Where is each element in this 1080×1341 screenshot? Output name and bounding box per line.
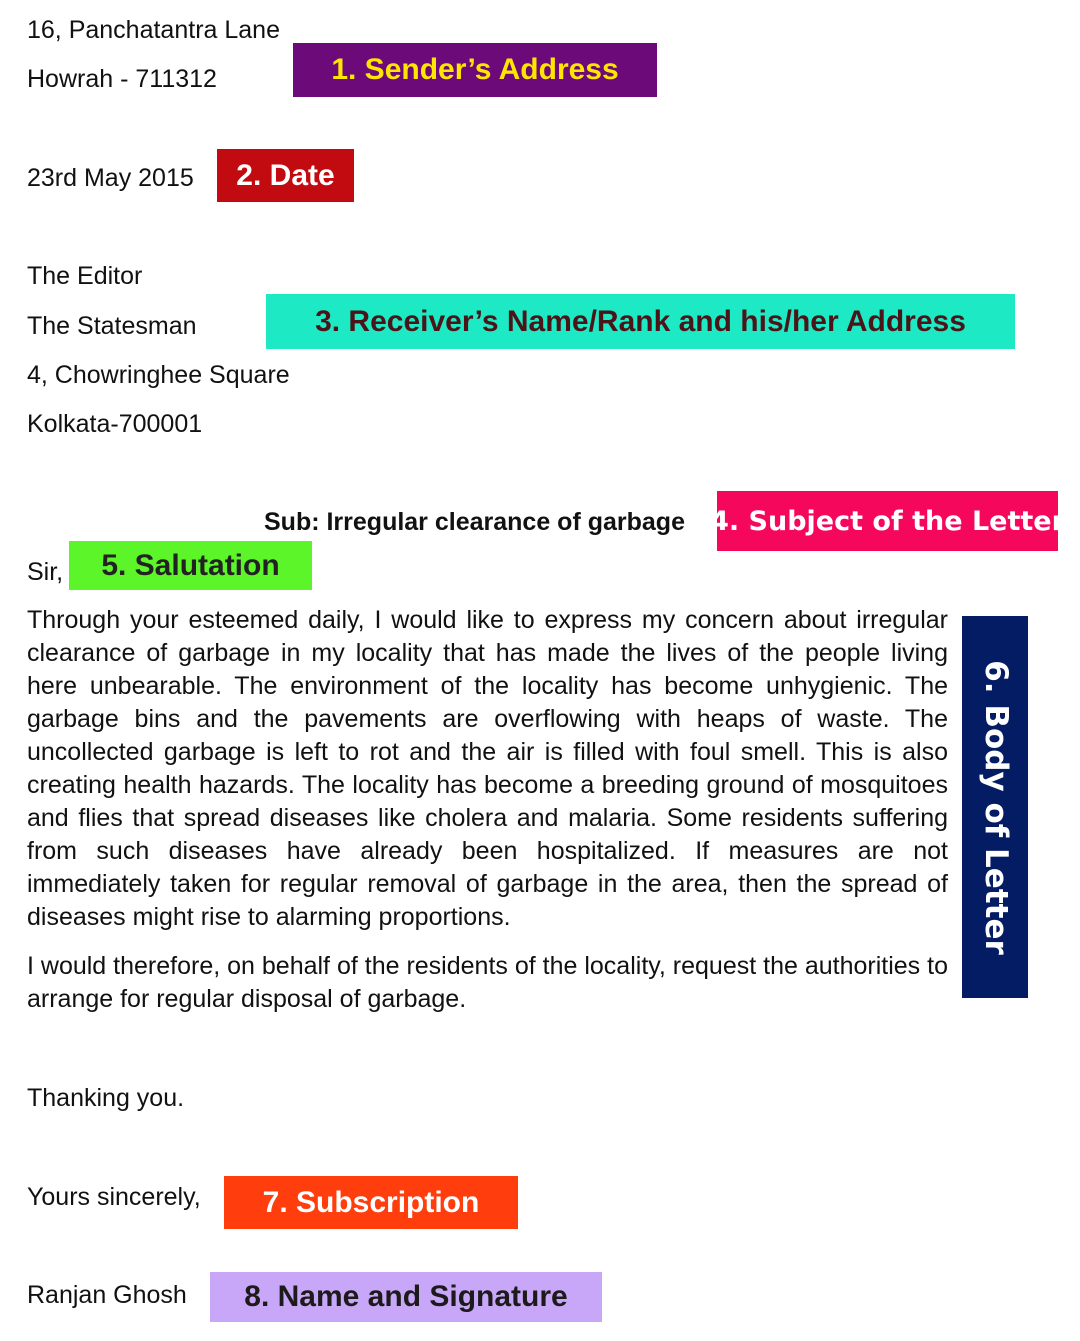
label-date: 2. Date [217, 149, 354, 202]
body-paragraph-2: I would therefore, on behalf of the residents of the locality, request the authorities to arrange for regular disposal of garbage. [27, 952, 948, 1013]
label-senders-address: 1. Sender’s Address [293, 43, 657, 97]
letter-date: 23rd May 2015 [27, 164, 194, 192]
label-body-of-letter [962, 616, 1028, 998]
letter-subject: Sub: Irregular clearance of garbage [264, 508, 685, 536]
label-name-and-signature: 8. Name and Signature [210, 1272, 602, 1322]
receiver-line-3: 4, Chowringhee Square [27, 361, 290, 389]
salutation: Sir, [27, 558, 64, 586]
closing-line: Thanking you. [27, 1084, 185, 1112]
receiver-line-4: Kolkata-700001 [27, 410, 203, 438]
receiver-line-1: The Editor [27, 262, 143, 290]
label-body-text: 6. Body of Letter [977, 659, 1014, 955]
label-subscription: 7. Subscription [224, 1176, 518, 1229]
label-receiver-address: 3. Receiver’s Name/Rank and his/her Address [266, 294, 1015, 349]
sender-address-line-2: Howrah - 711312 [27, 65, 217, 93]
label-subject: 4. Subject of the Letter [717, 491, 1058, 551]
receiver-line-2: The Statesman [27, 312, 197, 340]
signature-name: Ranjan Ghosh [27, 1281, 187, 1309]
label-salutation: 5. Salutation [69, 541, 312, 590]
sender-address-line-1: 16, Panchatantra Lane [27, 16, 280, 44]
subscription-line: Yours sincerely, [27, 1183, 201, 1211]
body-paragraph-1: Through your esteemed daily, I would like to express my concern about irregular clearance of garbage in my locality that has made the lives of the people living here unbearable. The environment of the locality has become unhygienic. The garbage bins and the pavements are overflowing with heaps of waste. The uncollected garbage is left to rot and the air is filled with foul smell. This is also creating health hazards. The locality has become a breeding ground of mosquitoes and flies that spread diseases like cholera and malaria. Some residents suffering from such diseases have already been hospitalized. If measures are not immediately taken for regular removal of garbage in the area, then the spread of diseases might rise to alarming proportions. [27, 606, 948, 931]
